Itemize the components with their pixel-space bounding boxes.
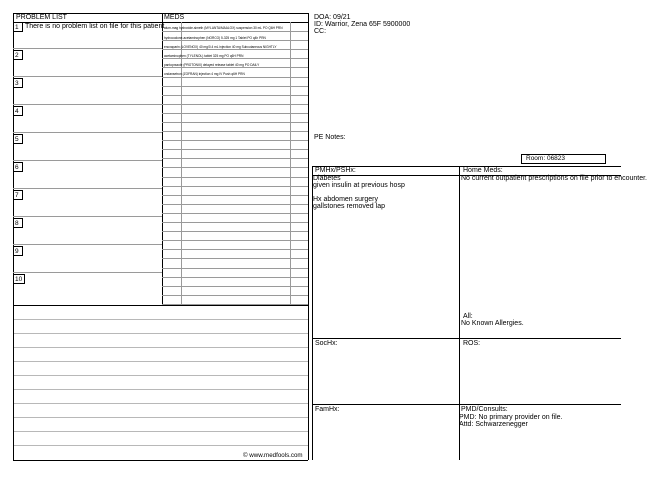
notes-rule-line [13,375,308,376]
meds-rule-line [162,195,308,196]
meds-rule-line [162,258,308,259]
notes-rule-line [13,347,308,348]
meds-rule-line [162,277,308,278]
problem-list-header: PROBLEM LIST [16,14,67,21]
meds-rule-line [162,213,308,214]
meds-rule-line [162,286,308,287]
problem-number-10: 10 [13,274,25,284]
meds-rule-line [162,295,308,296]
problem-number-2: 2 [13,50,23,60]
meds-rule-line [162,122,308,123]
problem-entry-1: There is no problem list on file for this patient [25,23,165,30]
pmhx-header: PMHx/PSHx: [315,167,356,174]
sochx-label: SocHx: [315,340,338,347]
meds-rule-line [162,113,308,114]
notes-rule-line [13,403,308,404]
meds-rule-line [162,222,308,223]
meds-rule-line [162,204,308,205]
problem-number-5: 5 [13,134,23,144]
meds-rule-line [162,77,308,78]
doa-field: DOA: 09/21 [314,14,351,21]
problem-number-6: 6 [13,162,23,172]
ros-label: ROS: [463,340,481,347]
problem-number-8: 8 [13,218,23,228]
notes-rule-line [13,333,308,334]
meds-rule-line [162,177,308,178]
attending: Attd: Schwarzenegger [459,421,528,428]
med-item: hydrocodone-acetaminophen (NORCO) 5-325 mg 1 Tablet PO q4h PRN [164,36,266,40]
meds-rule-line [162,140,308,141]
pmhx-line: given insulin at previous hosp [313,182,405,189]
patient-id: ID: Warrior, Zena 65F 5900000 [314,21,411,28]
allergies-label: All: [463,313,473,320]
meds-rule-line [162,249,308,250]
meds-rule-line [162,240,308,241]
pmhx-line: Diabetes [313,175,341,182]
problem-number-4: 4 [13,106,23,116]
meds-rule-line [162,231,308,232]
meds-rule-line [162,95,308,96]
room-number: Room: 06823 [526,155,566,162]
problem-number-9: 9 [13,246,23,256]
med-item: alum-mag hydroxide-simeth (MYLANTA/MAALOX) suspension 30 mL PO Q6H PRN [164,26,283,30]
meds-header: MEDS [164,14,185,21]
meds-rule-line [162,31,308,32]
home-meds-header: Home Meds: [463,167,503,174]
meds-rule-line [162,167,308,168]
room-box [521,154,606,164]
allergies-text: No Known Allergies. [461,320,524,327]
pmd-header: PMD/Consults: [461,406,508,413]
meds-rule-line [162,86,308,87]
home-meds-text: No current outpatient prescriptions on file prior to encounter. [461,175,647,182]
meds-rule-line [162,158,308,159]
notes-rule-line [13,319,308,320]
pe-notes-label: PE Notes: [314,134,346,141]
notes-rule-line [13,417,308,418]
meds-rule-line [162,149,308,150]
problem-number-1: 1 [13,22,23,32]
pmhx-line: gallstones removed lap [313,203,385,210]
meds-rule-line [162,304,308,305]
notes-rule-line [13,389,308,390]
footer-copyright: © www.medfools.com [243,452,303,459]
med-item: acetaminophen (TYLENOL) tablet 325 mg PO q6H PRN [164,54,244,58]
notes-rule-line [13,445,308,446]
notes-rule-line [13,431,308,432]
med-item: enoxaparin (LOVENOX) 40 mg/0.4 mL injection 40 mg Subcutaneous NIGHTLY [164,45,277,49]
pmd-provider: PMD: No primary provider on file. [459,414,563,421]
famhx-label: FamHx: [315,406,340,413]
pmhx-line: Hx abdomen surgery [313,196,378,203]
meds-rule-line [162,104,308,105]
problem-number-7: 7 [13,190,23,200]
med-item: pantoprazole (PROTONIX) delayed release tablet 40 mg PO DAILY [164,63,260,67]
problem-number-3: 3 [13,78,23,88]
chief-complaint: CC: [314,28,327,35]
meds-rule-line [162,268,308,269]
meds-rule-line [162,131,308,132]
notes-rule-line [13,361,308,362]
meds-rule-line [162,186,308,187]
med-item: ondansetron (ZOFRAN) injection 4 mg IV Push q6H PRN [164,72,245,76]
